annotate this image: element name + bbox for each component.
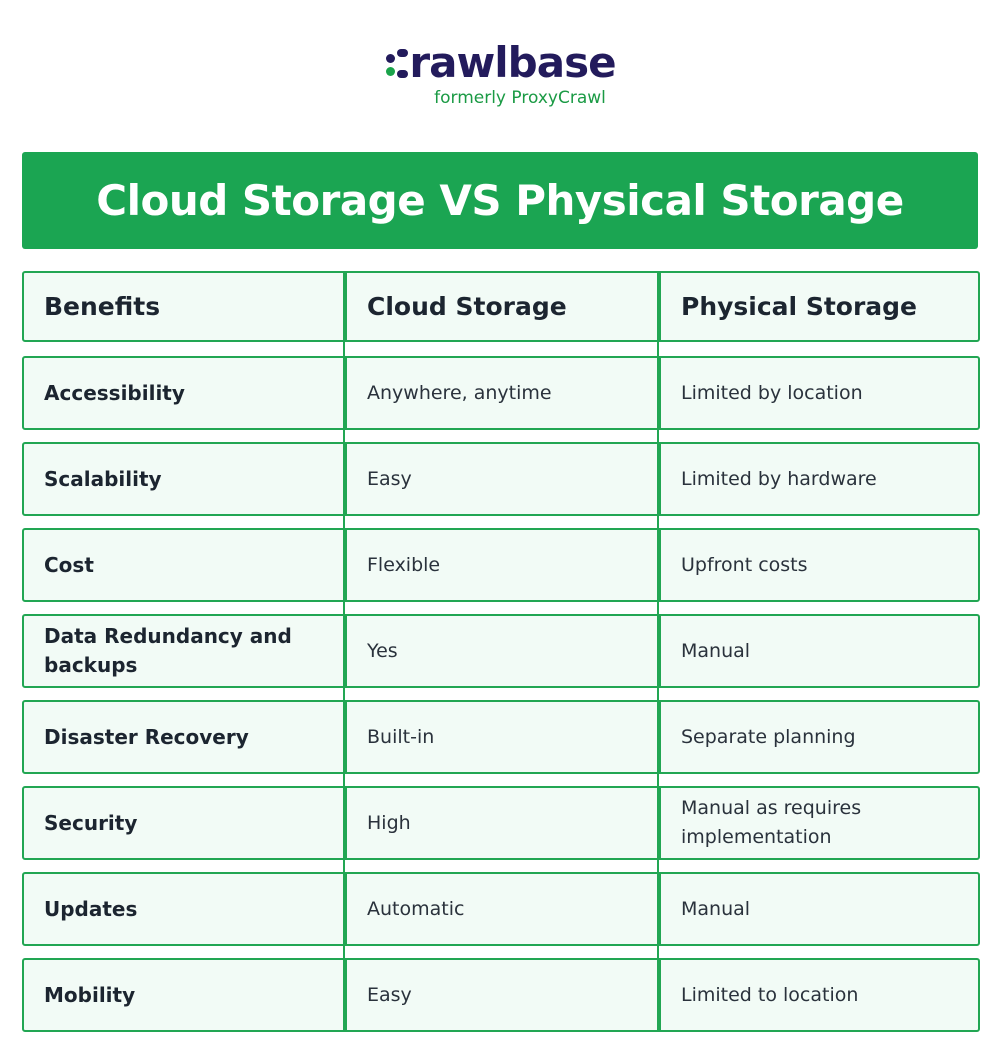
logo-wordmark — [384, 38, 615, 88]
row-physical-value: Limited by location — [659, 358, 978, 428]
column-divider-line — [657, 271, 659, 1031]
table-header-row — [22, 271, 980, 342]
logo-c-mark-icon — [384, 49, 408, 79]
row-cloud-value: Automatic — [345, 874, 659, 944]
row-cloud-value: Flexible — [345, 530, 659, 600]
row-physical-value: Limited to location — [659, 960, 978, 1030]
table-row — [22, 958, 980, 1032]
row-benefit: Updates — [44, 896, 138, 921]
logo — [0, 38, 1000, 108]
table-row — [22, 528, 980, 602]
row-physical-value: Manual — [659, 616, 978, 686]
row-cloud-value: High — [345, 788, 659, 858]
comparison-table — [22, 271, 978, 1044]
row-physical-value: Limited by hardware — [659, 444, 978, 514]
header-physical-storage: Physical Storage — [659, 273, 978, 340]
row-cloud-value: Easy — [345, 960, 659, 1030]
table-row — [22, 872, 980, 946]
logo-tagline: formerly ProxyCrawl — [434, 88, 606, 108]
row-benefit: Accessibility — [44, 380, 185, 405]
header-benefits: Benefits — [44, 292, 161, 321]
row-cloud-value: Yes — [345, 616, 659, 686]
column-divider-line — [343, 271, 345, 1031]
row-cloud-value: Built-in — [345, 702, 659, 772]
row-cloud-value: Easy — [345, 444, 659, 514]
row-physical-value: Upfront costs — [659, 530, 978, 600]
logo-wordmark-text: rawlbase — [409, 38, 616, 87]
row-cloud-value: Anywhere, anytime — [345, 358, 659, 428]
table-row — [22, 700, 980, 774]
title-banner — [22, 152, 978, 249]
header-cloud-storage: Cloud Storage — [345, 273, 659, 340]
row-benefit: Security — [44, 810, 138, 835]
row-benefit: Cost — [44, 552, 94, 577]
row-physical-value: Manual — [659, 874, 978, 944]
row-physical-value: Separate planning — [659, 702, 978, 772]
row-benefit: Disaster Recovery — [44, 724, 249, 749]
table-row — [22, 614, 980, 688]
page-title: Cloud Storage VS Physical Storage — [96, 176, 904, 225]
row-benefit: Data Redundancy and backups — [44, 624, 292, 677]
row-benefit: Scalability — [44, 466, 162, 491]
row-physical-value: Manual as requires implementation — [659, 788, 978, 858]
table-row — [22, 786, 980, 860]
table-row — [22, 442, 980, 516]
table-row — [22, 356, 980, 430]
row-benefit: Mobility — [44, 982, 136, 1007]
